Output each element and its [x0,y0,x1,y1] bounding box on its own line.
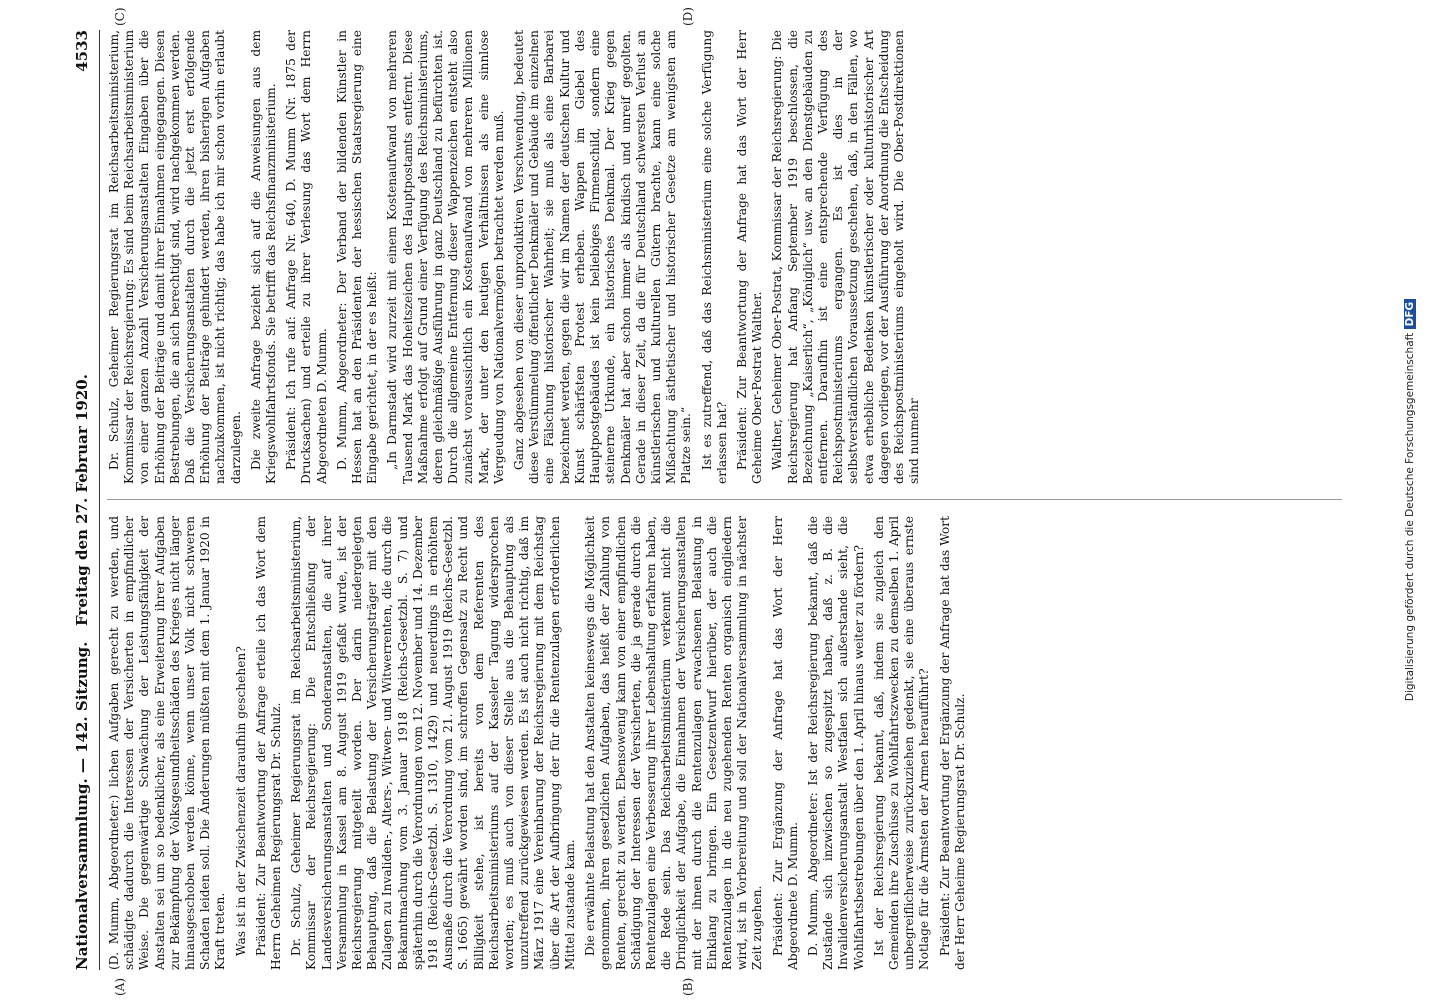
paragraph: Präsident: Zur Ergänzung der Anfrage hat das Wort der Herr Abgeordnete D. Mumm. [770,516,800,970]
paragraph: Präsident: Zur Beantwortung der Anfrage erteile ich das Wort dem Herrn Geheimen Regierungsrat Dr. Schulz. [253,516,284,970]
paragraph: Ganz abgesehen von dieser unproduktiven Verschwendung, bedeutet diese Verstümmelung öffentlicher Denkmäler und Gebäude im einzelnen eine Fälschung historischer Wahrheit; sie muß als eine Barbarei bezeichnet werden, gegen die wir im Namen der deutschen Kultur und Kunst schärfsten Protest erheben. Wappen im Giebel des Hauptpostgebäudes ist kein beliebiges Firmenschild, sondern eine steinerne Urkunde, ein historisches Denkmal. Der Krieg gegen Denkmäler hat aber schon immer als kindisch und unreif gegolten. Gerade in dieser Zeit, da die für Deutschland schwersten Verlust an künstlerischen und kulturellen Gütern brachte, kann eine solche Mißachtung ästhetischer und historischer Gesetze am wenigsten am Platze sein.“ [512,30,694,484]
margin-marker-d: (D) [681,7,695,26]
paragraph: Präsident: Ich rufe auf: Anfrage Nr. 640, D. Mumm (Nr. 1875 der Drucksachen) und erteile zu ihrer Verlesung das Wort dem Herrn Abgeordneten D. Mumm. [284,30,329,484]
paragraph: Präsident: Zur Beantwortung der Ergänzung der Anfrage hat das Wort der Herr Geheime Regierungsrat Dr. Schulz. [937,516,967,970]
margin-marker-c: (C) [113,7,127,26]
margin-marker-a: (A) [113,977,127,996]
margin-marker-b: (B) [681,977,695,996]
paragraph: Die erwähnte Belastung hat den Anstalten keineswegs die Möglichkeit genommen, ihren gesetzlichen Aufgaben, das heißt der Zahlung von Renten, gerecht zu werden. Ebensowenig kann von einer empfindlichen Schädigung der Interessen der Versicherten, die ja gerade durch die Rentenzulagen eine Verbesserung ihrer Lebenshaltung erfahren haben, die Rede sein. Das Reichsarbeitsministerium verkennt nicht die Dringlichkeit der Aufgabe, die Einnahmen der Versicherungsanstalten mit der ihnen durch die Rentenzulagen erwachsenen Belastung in Einklang zu bringen. Ein Gesetzentwurf hierüber, der auch die Rentenzulagen in die neu zugehenden Renten organisch eingliedern wird, ist in Vorbereitung und soll der Nationalversammlung in nächster Zeit zugehen. [583,516,765,970]
paragraph: Dr. Schulz, Geheimer Regierungsrat im Reichsarbeitsministerium, Kommissar der Reichsregierung: Es sind beim Reichsarbeitsministerium von einer ganzen Anzahl Versicherungsanstalten Eingaben über die Erhöhung der Beiträge und damit ihrer Einnahmen eingegangen. Diesen Bestrebungen, die an sich berechtigt sind, wird nachgekommen werden. Daß die Versicherungsanstalten durch die jetzt erst erfolgende Erhöhung der Beiträge gehindert werden, ihren bisherigen Aufgaben nachzukommen, ist nicht richtig; das habe ich mir schon vorhin erlaubt darzulegen. [107,30,243,484]
header-rule [99,30,100,970]
paragraph: „In Darmstadt wird zurzeit mit einem Kostenaufwand von mehreren Tausend Mark das Hoheitszeichen des Hauptpostamts entfernt. Diese Maßnahme erfolgt auf Grund einer Verfügung des Reichsministeriums, deren gleichmäßige Ausführung in ganz Deutschland zu befürchten ist. Durch die allgemeine Entfernung dieser Wappenzeichen entsteht also zunächst voraussichtlich ein Kostenaufwand von mehreren Millionen Mark, der unter den heutigen Verhältnissen als eine sinnlose Vergeudung von Nationalvermögen betrachtet werden muß. [385,30,506,484]
paragraph: D. Mumm, Abgeordneter: Ist der Reichsregierung bekannt, daß die Zustände sich inzwischen so zugespitzt haben, daß z. B. die Invalidenversicherungsanstalt Westfalen sich außerstande sieht, die Wohlfahrtsbestrebungen über den 1. April hinaus weiter zu fördern? [805,516,866,970]
right-column [107,30,1342,484]
digitization-note [1396,10,1424,990]
dfg-logo: DFG [1404,299,1416,330]
paragraph: D. Mumm, Abgeordneter: Der Verband der bildenden Künstler in Hessen hat an den Präsidenten der hessischen Staatsregierung eine Eingabe gerichtet, in der es heißt: [334,30,380,484]
paragraph: Präsident: Zur Beantwortung der Anfrage hat das Wort der Herr Geheime Ober-Postrat Walther. [734,30,765,484]
digitization-note-text [1396,10,1424,990]
paragraph: Die zweite Anfrage bezieht sich auf die Anweisungen aus dem Kriegswohlfahrtsfonds. Sie betrifft das Reichsfinanzministerium. [248,30,279,484]
paragraph: Ist es zutreffend, daß das Reichsministerium eine solche Verfügung erlassen hat? [699,30,729,484]
page-number: 4533 [73,30,91,72]
header-left: Nationalversammlung. — 142. Sitzung. [73,641,91,970]
paragraph: (D. Mumm, Abgeordneter:) lichen Aufgaben gerecht zu werden, und schädigte dadurch die Interessen der Versicherten in empfindlicher Weise. Die gegenwärtige Schwächung der Leistungsfähigkeit der Anstalten sei um so bedenklicher, als eine Erweiterung ihrer Aufgaben zur Bekämpfung der Volksgesundheitsschäden des Krieges nicht länger hinausgeschoben werden könne, wenn unser Volk nicht schweren Schaden leiden soll. Die Änderungen müßten mit dem 1. Januar 1920 in Kraft treten. [107,516,228,970]
paragraph: Dr. Schulz, Geheimer Regierungsrat im Reichsarbeitsministerium, Kommissar der Reichsregierung: Die Entschließung der Landesversicherungsanstalten und Sonderanstalten, die auf ihrer Versammlung in Kassel am 8. August 1919 gefaßt wurde, ist der Reichsregierung mitgeteilt worden. Der darin niedergelegten Behauptung, daß die Belastung der Versicherungsträger mit den Zulagen zu Invaliden-, Alters-, Witwen- und Witwerrenten, die durch die Bekanntmachung vom 3. Januar 1918 (Reichs-Gesetzbl. S. 7) und späterhin durch die Verordnungen vom 12. November und 14. Dezember 1918 (Reichs-Gesetzbl. S. 1310, 1429) und neuerdings in erhöhtem Ausmaße durch die Verordnung vom 21. August 1919 (Reichs-Gesetzbl. S. 1665) gewährt worden sind, im schroffen Gegensatz zu Recht und Billigkeit stehe, ist bereits von dem Referenten des Reichsarbeitsministeriums auf der Kasseler Tagung widersprochen worden; es muß auch von dieser Stelle aus die Behauptung als unzutreffend zurückgewiesen werden. Es ist auch nicht richtig, daß im März 1917 eine Vereinbarung der Reichsregierung mit dem Reichstag über die Art der Aufbringung der für die Rentenzulagen erforderlichen Mittel zustande kam. [289,516,577,970]
page-header [65,30,101,970]
column-divider [107,499,1342,500]
rotated-page-content [65,7,1355,996]
paragraph: Ist der Reichsregierung bekannt, daß, indem sie zugleich den Gemeinden ihre Zuschüsse zu Wohlfahrtszwecken zu demselben 1. April unbegreiflicherweise zurückzuziehen gedenkt, sie eine überaus ernste Notlage für die Ärmsten der Armen heraufführt? [871,516,932,970]
digitization-note-label: Digitalisierung gefördert durch die Deutsche Forschungsgemeinschaft [1404,332,1416,702]
left-column [107,516,1342,970]
header-center: Freitag den 27. Februar 1920. [73,374,91,626]
paragraph: Was ist in der Zwischenzeit daraufhin geschehen? [233,646,248,956]
paragraph: Walther, Geheimer Ober-Postrat, Kommissar der Reichsregierung: Die Reichsregierung hat Anfang September 1919 beschlossen, die Bezeichnung „Kaiserlich“, „Königlich“ usw. an den Dienstgebäuden zu entfernen. Daraufhin ist eine entsprechende Verfügung des Reichspostministeriums ergangen. Es ist dies in der selbstverständlichen Voraussetzung geschehen, daß, in den Fällen, wo etwa erhebliche Bedenken künstlerischer oder kulturhistorischer Art dagegen vorliegen, vor der Ausführung der Anordnung die Entscheidung des Reichspostministeriums eingeholt wird. Die Ober-Postdirektionen sind nunmehr [770,30,922,484]
